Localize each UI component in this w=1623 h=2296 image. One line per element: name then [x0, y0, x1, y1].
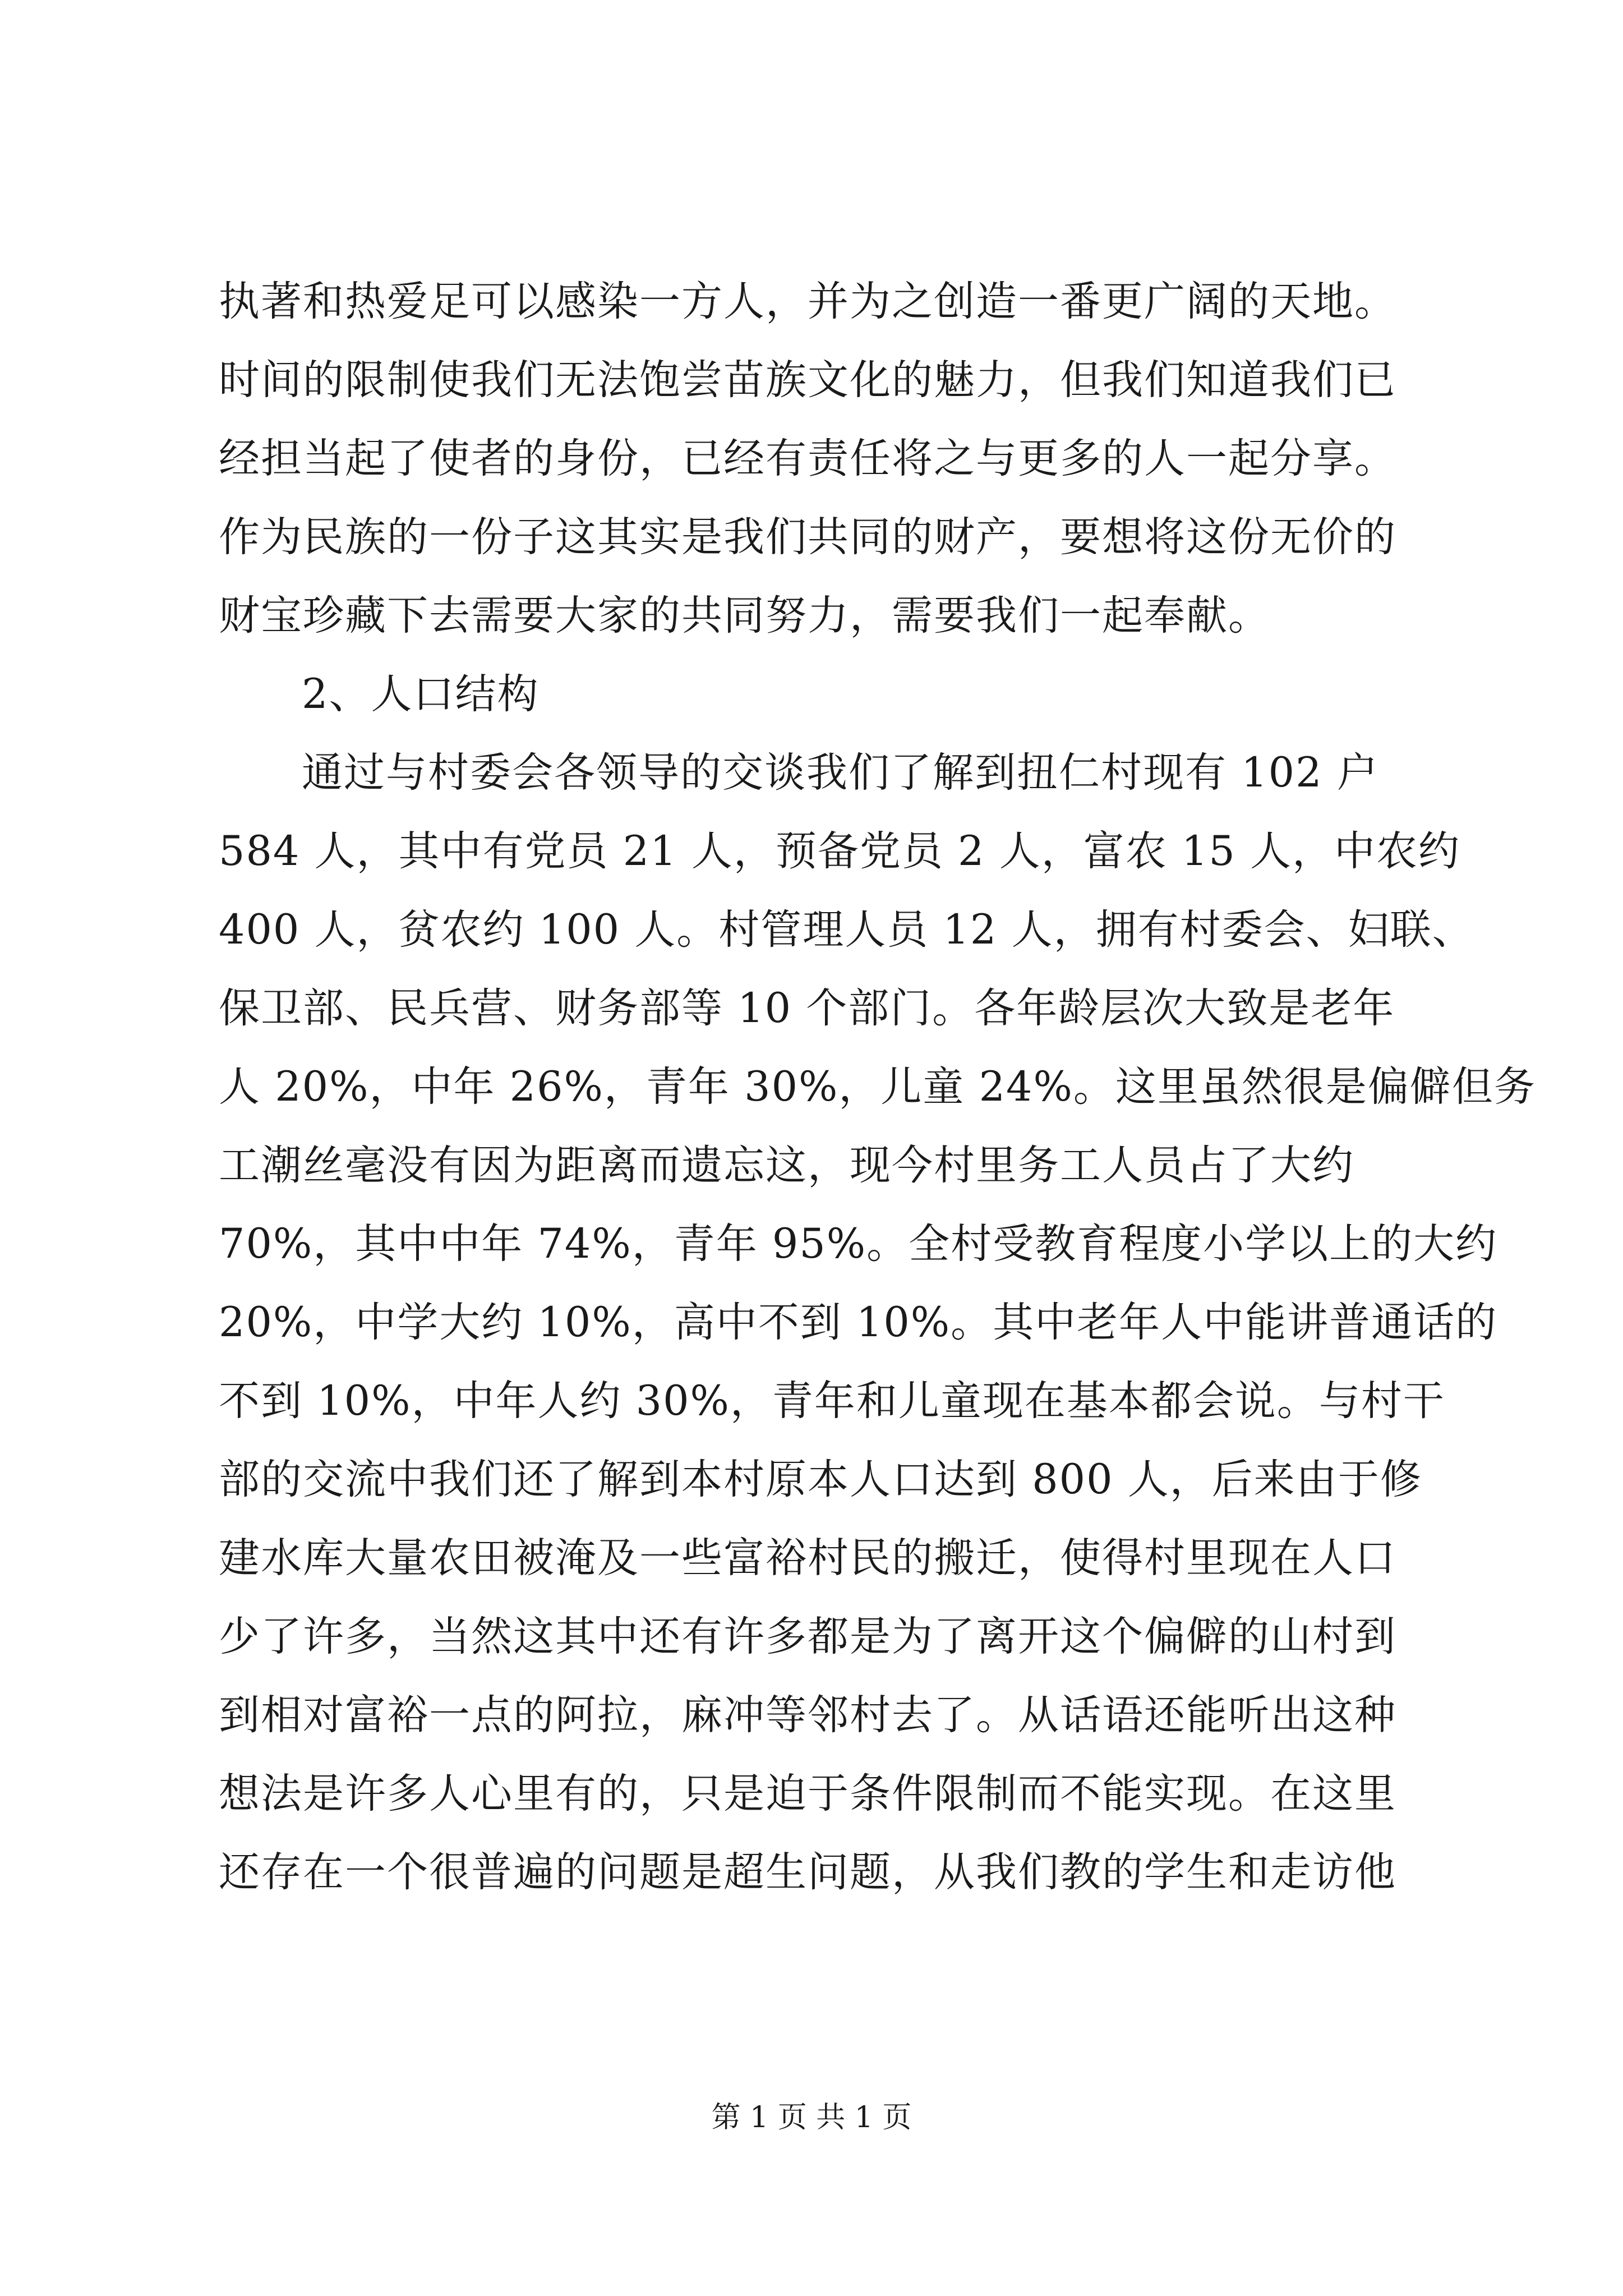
- text-line: 保卫部、民兵营、财务部等 10 个部门。各年龄层次大致是老年: [219, 984, 1395, 1032]
- text-line: 人 20%，中年 26%，青年 30%，儿童 24%。这里虽然很是偏僻但务: [219, 1063, 1536, 1111]
- text-line: 400 人，贫农约 100 人。村管理人员 12 人，拥有村委会、妇联、: [219, 906, 1474, 954]
- text-line: 财宝珍藏下去需要大家的共同努力，需要我们一起奉献。: [219, 592, 1270, 639]
- text-line: 还存在一个很普遍的问题是超生问题，从我们教的学生和走访他: [219, 1848, 1396, 1896]
- text-line: 部的交流中我们还了解到本村原本人口达到 800 人，后来由于修: [219, 1456, 1422, 1503]
- section-heading: 2、人口结构: [302, 670, 540, 718]
- body-text: [219, 263, 1536, 1912]
- text-line: 工潮丝毫没有因为距离而遗忘这，现今村里务工人员占了大约: [219, 1142, 1354, 1189]
- text-line: 建水库大量农田被淹及一些富裕村民的搬迁，使得村里现在人口: [219, 1534, 1396, 1582]
- text-line: 20%，中学大约 10%，高中不到 10%。其中老年人中能讲普通话的: [219, 1299, 1498, 1346]
- text-line: 执著和热爱足可以感染一方人，并为之创造一番更广阔的天地。: [219, 278, 1396, 325]
- text-line: 不到 10%，中年人约 30%，青年和儿童现在基本都会说。与村干: [219, 1377, 1445, 1425]
- text-line: 70%，其中中年 74%，青年 95%。全村受教育程度小学以上的大约: [219, 1220, 1498, 1268]
- text-line: 时间的限制使我们无法饱尝苗族文化的魅力，但我们知道我们已: [219, 356, 1396, 404]
- paragraph-start: 通过与村委会各领导的交谈我们了解到扭仁村现有 102 户: [302, 749, 1379, 797]
- text-line: 想法是许多人心里有的，只是迫于条件限制而不能实现。在这里: [219, 1770, 1396, 1818]
- text-line: 经担当起了使者的身份，已经有责任将之与更多的人一起分享。: [219, 435, 1396, 482]
- text-line: 作为民族的一份子这其实是我们共同的财产，要想将这份无价的: [219, 513, 1396, 561]
- text-line: 584 人，其中有党员 21 人，预备党员 2 人，富农 15 人，中农约: [219, 827, 1460, 875]
- text-line: 少了许多，当然这其中还有许多都是为了离开这个偏僻的山村到: [219, 1613, 1396, 1660]
- page-footer: 第 1 页 共 1 页: [711, 2101, 912, 2134]
- text-line: 到相对富裕一点的阿拉，麻冲等邻村去了。从话语还能听出这种: [219, 1691, 1396, 1739]
